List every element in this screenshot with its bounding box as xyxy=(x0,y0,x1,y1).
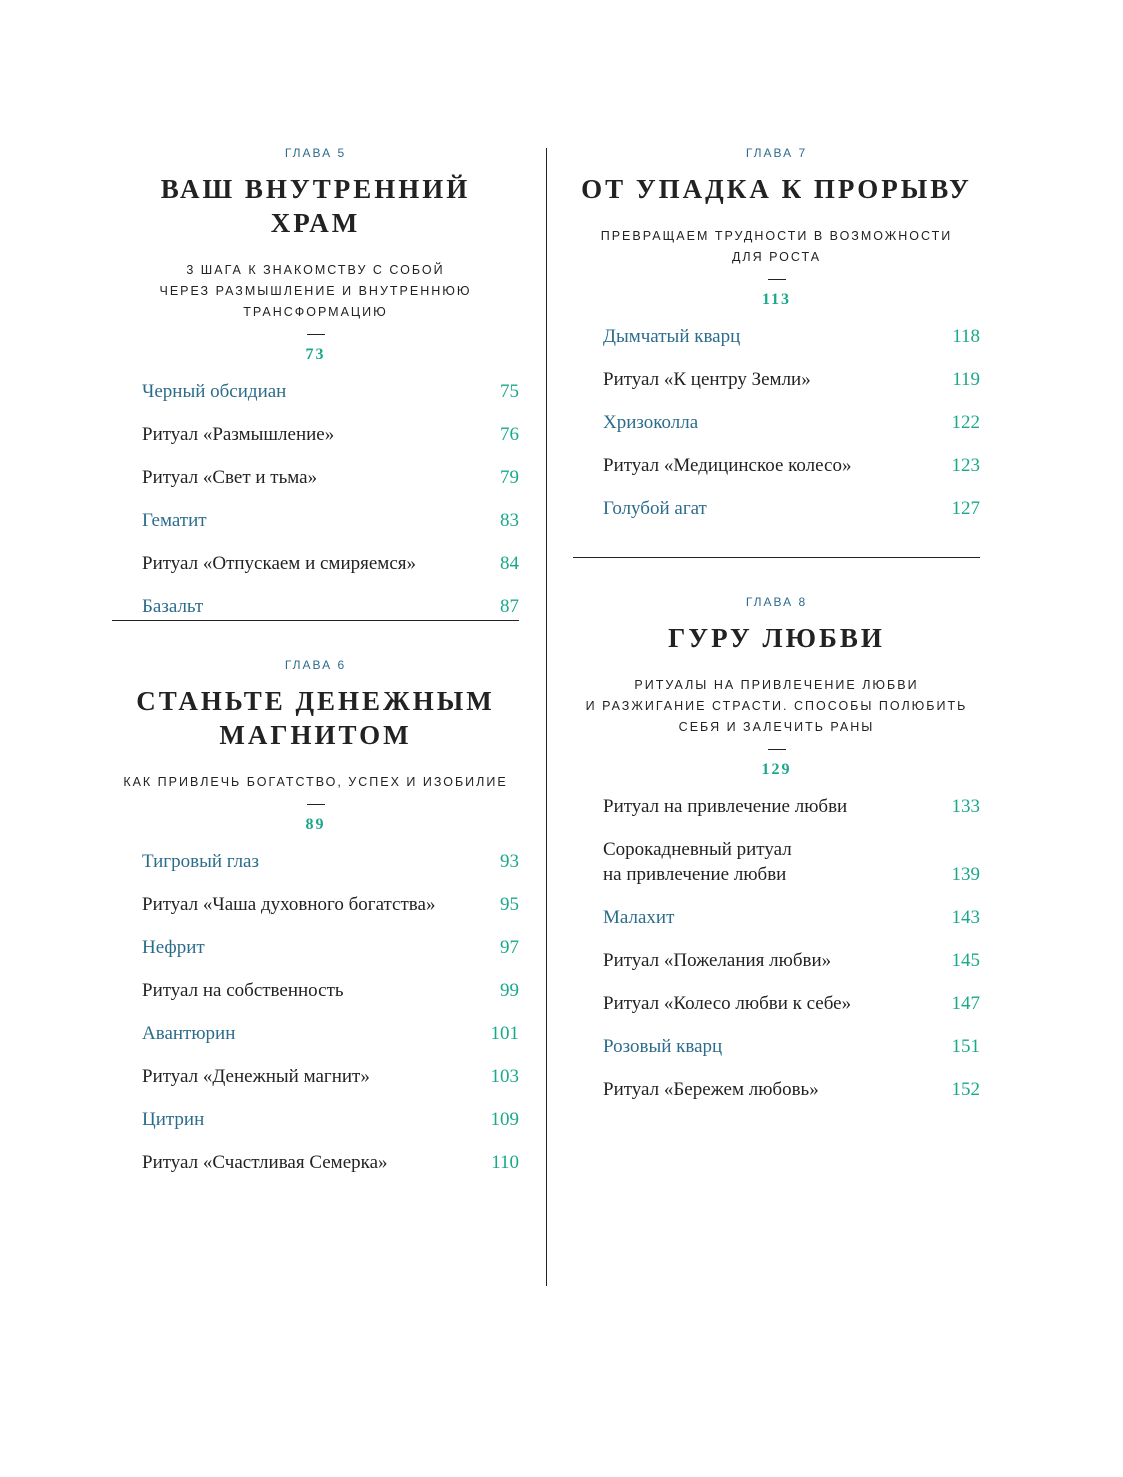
entry-title-line: Базальт xyxy=(142,596,204,617)
toc-entries xyxy=(573,315,980,530)
toc-entry[interactable] xyxy=(142,499,519,542)
entry-title-line: Нефрит xyxy=(142,937,205,958)
entry-page-number: 76 xyxy=(500,424,519,445)
entry-page-number: 83 xyxy=(500,510,519,531)
entry-title-line: Ритуал «Чаша духовного богатства» xyxy=(142,894,436,915)
toc-entry[interactable] xyxy=(142,969,519,1012)
entry-title-line: Ритуал «Свет и тьма» xyxy=(142,467,318,488)
entry-title-line: Черный обсидиан xyxy=(142,381,287,402)
chapter-page-number[interactable]: 129 xyxy=(761,761,792,778)
dash-divider xyxy=(307,804,325,805)
entry-title-line: Хризоколла xyxy=(603,412,699,433)
entry-page-number: 103 xyxy=(490,1066,519,1087)
chapter-title-line: ВАШ ВНУТРЕННИЙ ХРАМ xyxy=(160,174,471,238)
chapter-subtitle-line: 3 ШАГА К ЗНАКОМСТВУ С СОБОЙ xyxy=(186,263,445,277)
toc-entry[interactable] xyxy=(142,413,519,456)
toc-entry[interactable] xyxy=(603,315,980,358)
toc-entry[interactable] xyxy=(603,1025,980,1068)
toc-entry[interactable] xyxy=(142,1098,519,1141)
entry-title-line: на привлечение любви xyxy=(603,864,787,885)
chapter-page-number[interactable]: 113 xyxy=(761,291,792,308)
dash-divider xyxy=(768,749,786,750)
toc-entry[interactable] xyxy=(603,828,980,896)
entry-page-number: 93 xyxy=(500,851,519,872)
toc-entry[interactable] xyxy=(603,487,980,530)
chapter-subtitle-line: ТРАНСФОРМАЦИЮ xyxy=(243,305,388,319)
entry-title-line: Гематит xyxy=(142,510,207,531)
toc-entry[interactable] xyxy=(142,926,519,969)
chapter-subtitle-line: РИТУАЛЫ НА ПРИВЛЕЧЕНИЕ ЛЮБВИ xyxy=(634,678,919,692)
entry-page-number: 101 xyxy=(490,1023,519,1044)
entry-page-number: 97 xyxy=(500,937,519,958)
chapter-page-number[interactable]: 89 xyxy=(305,816,326,833)
entry-page-number: 122 xyxy=(951,412,980,433)
entry-page-number: 152 xyxy=(951,1079,980,1100)
entry-title xyxy=(603,367,811,392)
chapter-6-section xyxy=(112,657,519,1184)
chapter-subtitle-line: И РАЗЖИГАНИЕ СТРАСТИ. СПОСОБЫ ПОЛЮБИТЬ xyxy=(585,699,968,713)
entry-title xyxy=(142,594,203,619)
chapter-label: ГЛАВА 7 xyxy=(745,146,808,160)
chapter-subtitle-line: ПРЕВРАЩАЕМ ТРУДНОСТИ В ВОЗМОЖНОСТИ xyxy=(600,229,953,243)
entry-title-line: Цитрин xyxy=(142,1109,205,1130)
toc-entries xyxy=(112,370,519,628)
toc-entry[interactable] xyxy=(142,883,519,926)
entry-title xyxy=(603,496,707,521)
entry-page-number: 147 xyxy=(951,993,980,1014)
chapter-title xyxy=(112,172,519,240)
entry-title xyxy=(142,551,416,576)
entry-title xyxy=(603,837,792,887)
entry-title-line: Ритуал «Колесо любви к себе» xyxy=(603,993,852,1014)
entry-title xyxy=(603,794,847,819)
entry-page-number: 109 xyxy=(490,1109,519,1130)
toc-entries xyxy=(573,785,980,1111)
toc-entries xyxy=(112,840,519,1184)
chapter-title xyxy=(112,684,519,752)
toc-entry[interactable] xyxy=(142,456,519,499)
entry-title xyxy=(603,1077,819,1102)
entry-page-number: 119 xyxy=(952,369,980,390)
toc-entry[interactable] xyxy=(603,785,980,828)
entry-title xyxy=(142,1107,204,1132)
entry-title-line: Ритуал на привлечение любви xyxy=(603,796,848,817)
chapter-subtitle-line: СЕБЯ И ЗАЛЕЧИТЬ РАНЫ xyxy=(678,720,875,734)
entry-page-number: 84 xyxy=(500,553,519,574)
entry-page-number: 127 xyxy=(951,498,980,519)
entry-title xyxy=(142,849,259,874)
toc-entry[interactable] xyxy=(603,444,980,487)
chapter-title xyxy=(573,621,980,655)
entry-title xyxy=(603,991,851,1016)
chapter-title-line: МАГНИТОМ xyxy=(219,720,412,750)
chapter-subtitle-line: ДЛЯ РОСТА xyxy=(731,250,822,264)
chapter-subtitle xyxy=(573,675,980,738)
entry-title xyxy=(603,905,674,930)
chapter-page-number[interactable]: 73 xyxy=(305,346,326,363)
entry-title xyxy=(603,324,740,349)
chapter-7-section xyxy=(573,145,980,530)
chapter-8-section xyxy=(573,594,980,1111)
entry-title-line: Ритуал «Денежный магнит» xyxy=(142,1066,370,1087)
entry-title-line: Голубой агат xyxy=(603,498,707,519)
entry-title xyxy=(603,1034,722,1059)
column-divider xyxy=(546,148,547,1286)
entry-title xyxy=(142,978,344,1003)
entry-title xyxy=(142,422,334,447)
toc-entry[interactable] xyxy=(142,542,519,585)
entry-page-number: 95 xyxy=(500,894,519,915)
entry-title xyxy=(142,935,205,960)
chapter-subtitle-line: ЧЕРЕЗ РАЗМЫШЛЕНИЕ И ВНУТРЕННЮЮ xyxy=(159,284,472,298)
chapter-5-section xyxy=(112,145,519,628)
toc-entry[interactable] xyxy=(603,939,980,982)
chapter-label: ГЛАВА 6 xyxy=(284,658,347,672)
toc-entry[interactable] xyxy=(603,1068,980,1111)
entry-page-number: 151 xyxy=(951,1036,980,1057)
chapter-subtitle-line: КАК ПРИВЛЕЧЬ БОГАТСТВО, УСПЕХ И ИЗОБИЛИЕ xyxy=(123,775,508,789)
entry-page-number: 123 xyxy=(951,455,980,476)
chapter-title-line: ОТ УПАДКА К ПРОРЫВУ xyxy=(581,174,972,204)
entry-page-number: 133 xyxy=(951,796,980,817)
entry-title xyxy=(142,379,286,404)
entry-title-line: Ритуал «Отпускаем и смиряемся» xyxy=(142,553,416,574)
entry-title xyxy=(603,453,851,478)
entry-title-line: Ритуал «Пожелания любви» xyxy=(603,950,832,971)
entry-page-number: 87 xyxy=(500,596,519,617)
entry-page-number: 110 xyxy=(491,1152,519,1173)
entry-title-line: Дымчатый кварц xyxy=(603,326,741,347)
entry-title-line: Ритуал «Медицинское колесо» xyxy=(603,455,852,476)
entry-page-number: 143 xyxy=(951,907,980,928)
entry-page-number: 79 xyxy=(500,467,519,488)
toc-entry[interactable] xyxy=(142,370,519,413)
toc-entry[interactable] xyxy=(142,1055,519,1098)
entry-title xyxy=(603,410,698,435)
dash-divider xyxy=(307,334,325,335)
chapter-subtitle xyxy=(573,226,980,268)
chapter-label: ГЛАВА 5 xyxy=(284,146,347,160)
toc-entry[interactable] xyxy=(142,1141,519,1184)
entry-page-number: 75 xyxy=(500,381,519,402)
entry-title-line: Ритуал «Счастливая Семерка» xyxy=(142,1152,388,1173)
entry-title-line: Ритуал «Бережем любовь» xyxy=(603,1079,819,1100)
chapter-title-line: ГУРУ ЛЮБВИ xyxy=(668,623,885,653)
toc-entry[interactable] xyxy=(142,585,519,628)
toc-entry[interactable] xyxy=(603,896,980,939)
entry-page-number: 99 xyxy=(500,980,519,1001)
chapter-title-line: СТАНЬТЕ ДЕНЕЖНЫМ xyxy=(136,686,495,716)
toc-entry[interactable] xyxy=(142,1012,519,1055)
entry-title xyxy=(142,1021,235,1046)
entry-page-number: 145 xyxy=(951,950,980,971)
toc-entry[interactable] xyxy=(603,401,980,444)
section-divider xyxy=(573,557,980,558)
toc-entry[interactable] xyxy=(603,982,980,1025)
entry-title xyxy=(142,1150,388,1175)
chapter-subtitle xyxy=(112,260,519,323)
chapter-label: ГЛАВА 8 xyxy=(745,595,808,609)
entry-title-line: Сорокадневный ритуал xyxy=(603,839,792,860)
toc-entry[interactable] xyxy=(603,358,980,401)
entry-title-line: Авантюрин xyxy=(142,1023,236,1044)
chapter-title xyxy=(573,172,980,206)
entry-page-number: 118 xyxy=(952,326,980,347)
entry-title xyxy=(142,508,207,533)
toc-entry[interactable] xyxy=(142,840,519,883)
entry-title-line: Ритуал «К центру Земли» xyxy=(603,369,811,390)
entry-title-line: Ритуал «Размышление» xyxy=(142,424,335,445)
entry-title xyxy=(142,892,435,917)
entry-title-line: Розовый кварц xyxy=(603,1036,723,1057)
entry-title-line: Малахит xyxy=(603,907,675,928)
chapter-subtitle xyxy=(112,772,519,793)
entry-page-number: 139 xyxy=(951,864,980,885)
entry-title xyxy=(603,948,831,973)
dash-divider xyxy=(768,279,786,280)
entry-title xyxy=(142,465,317,490)
entry-title-line: Ритуал на собственность xyxy=(142,980,344,1001)
entry-title xyxy=(142,1064,370,1089)
entry-title-line: Тигровый глаз xyxy=(142,851,259,872)
